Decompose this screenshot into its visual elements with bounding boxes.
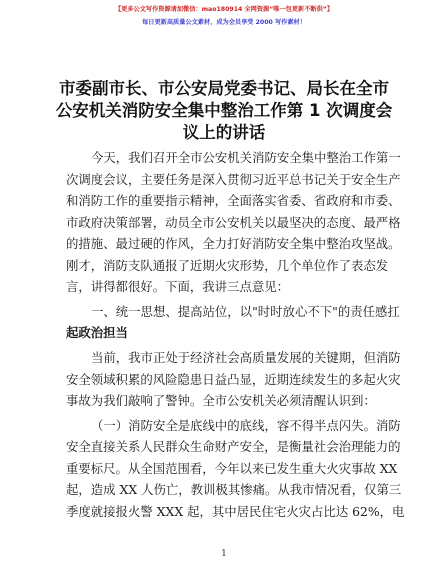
body-line: 安全直接关系人民群众生命财产安全，是衡量社会治理能力的 [66,439,401,454]
body-line: 次调度会议，主要任务是深入贯彻习近平总书记关于安全生产 [66,172,401,187]
body-line: 和消防工作的重要指示精神，全面落实省委、省政府和市委、 [66,193,401,208]
body-line: 起，造成 XX 人伤亡，教训极其惨痛。从我市情况看，仅第三 [66,482,402,497]
body-line: 当前，我市正处于经济社会高质量发展的关键期，但消防 [91,350,401,365]
page-number: 1 [221,549,227,559]
body-line: 重要标尺。从全国范围看，今年以来已发生重大火灾事故 XX [66,461,398,476]
body-line: 安全领域积累的风险隐患日益凸显，近期连续发生的多起火灾 [66,372,401,387]
title-line-3: 议上的讲话 [182,123,266,142]
title-line-1: 市委副市长、市公安局党委书记、局长在全市 [59,79,389,98]
body-line: 刚才，消防支队通报了近期火灾形势，几个单位作了表态发 [66,258,389,273]
promo-banner-line-1: 【更多公文写作资源请加微信：mao180914 全网资源“唯一包更新不断供”】 [114,6,334,13]
section-heading-line-1: 一、统一思想、提高站位，以"时时放心不下"的责任感扛 [91,304,400,319]
body-line: （一）消防安全是底线中的底线，容不得半点闪失。消防 [91,418,401,433]
promo-banner-line-2: 每日更新高质量公文素材，成为会员享受 2000 写作素材！ [142,19,306,26]
body-line: 今天，我们召开全市公安机关消防安全集中整治工作第一 [91,150,401,165]
body-line: 事故为我们敲响了警钟。全市公安机关必须清醒认识到： [66,393,376,408]
body-line: 言，讲得都很好。下面，我讲三点意见： [66,279,290,294]
body-line: 市政府决策部署，动员全市公安机关以最坚决的态度、最严格 [66,215,401,230]
body-line: 的措施、最过硬的作风，全力打好消防安全集中整治攻坚战。 [66,236,401,251]
title-line-2: 公安机关消防安全集中整治工作第 1 次调度会 [55,101,393,120]
section-heading-line-2: 起政治担当 [66,325,128,340]
body-line: 季度就接报火警 XXX 起，其中居民住宅火灾占比达 62%，电 [66,504,405,519]
